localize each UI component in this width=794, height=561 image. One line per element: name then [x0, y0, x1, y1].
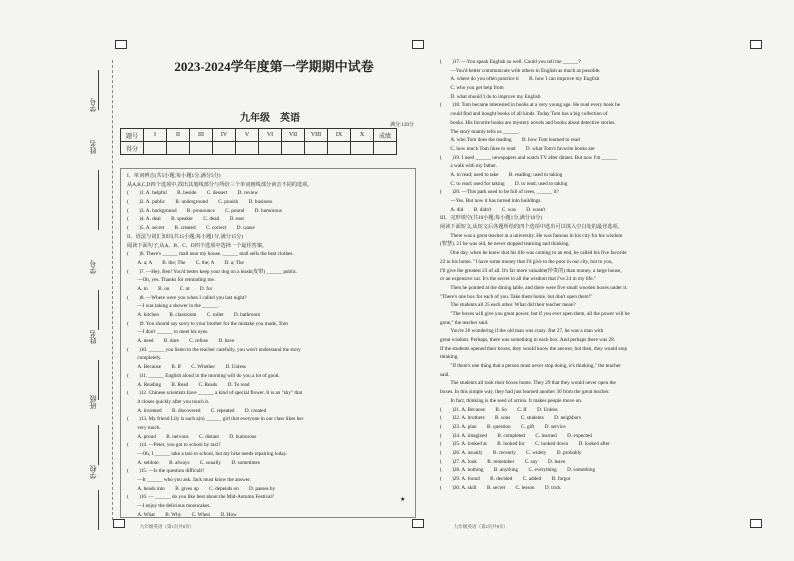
binding-margin [0, 60, 112, 530]
text-line: ( )7. —Hey, Ben! You'd better keep your dog on a leash(皮带) ______ public. [127, 268, 298, 275]
text-line: ( )28. A. nothing B. anything C. everything D. something [440, 467, 596, 474]
text-line: —Oh, yes. Thanks for reminding me. [127, 277, 216, 284]
text-line: great wisdom. Perhaps, there was something in each box. And perhaps there was 28. [440, 337, 616, 343]
text-line: thinking. [440, 354, 459, 361]
text-line: books. His favorite books are mystery novels and books about detective stories. [440, 119, 616, 126]
text-line: 阅读下面短文,从短文后各题所给的四个选项中选出可以填入空白处的最佳选项。 [440, 224, 623, 231]
text-line: completely. [127, 355, 162, 362]
score-cell: III [190, 129, 213, 142]
text-line: A. where do you often practice it B. how I can improve my English [440, 76, 600, 83]
star-mark: ★ [400, 497, 406, 503]
registration-mark [113, 519, 125, 528]
score-cell: IX [328, 129, 351, 142]
text-line: ( )2. A. public B. underground C. punish D. business [127, 199, 273, 206]
name-line[interactable] [98, 170, 99, 230]
score-cell[interactable] [167, 142, 190, 155]
name-line[interactable] [98, 290, 99, 330]
page-footer: 九年级英语（第1页共8页） [140, 524, 194, 529]
text-line: ( )30. A. skill B. secret C. lesson D. trick [440, 484, 561, 491]
text-line: could find and bought books of all kinds. Today Tom has a big collection of [440, 111, 608, 118]
full-mark: 满分:120分 [390, 123, 414, 128]
text-line: "The boxes will give you great power, but if you ever open them, all the power will be [440, 310, 630, 317]
binding-label: 学校 [89, 465, 97, 479]
text-line: 22 to his home. "I have some money that I'd give to the poor in our city, but to you, [440, 258, 613, 265]
text-line: it closes quickly after you touch it. [127, 398, 210, 405]
text-line: ( )4. A. deal B. speaker C. dead D. east [127, 216, 244, 223]
text-line: C. how much Tom likes to read D. what Tom's favorite books are [440, 145, 595, 152]
text-line: The students all took their boxes home. They 29 that they would never open the [440, 380, 616, 387]
text-line: ( )16. — ______ do you like best about the Mid-Autumn Festival? [127, 494, 275, 501]
text-line: boxes. In this simple way, they had just learned another 30 from the great teacher. [440, 389, 610, 396]
binding-label: 班级 [89, 395, 97, 409]
text-line: (智慧). 21 he was old, he never stopped learning and thinking. [440, 241, 570, 248]
question-lines [127, 172, 313, 520]
score-cell: I [144, 129, 167, 142]
text-line: A. Because B. If C. Whether D. Unless [127, 364, 246, 371]
text-line: A. to read; used to take B. reading; used to taking [440, 171, 563, 178]
text-line: 阅读下面句子,从A、B、C、D四个选项中选择一个最佳答案。 [127, 242, 268, 249]
text-line: ( )18. Tom became interested in books at a very young age. He read every book he [440, 102, 621, 109]
text-line: A. invented B. discovered C. repeated D. created [127, 407, 267, 414]
text-line: C. to read; used for taking D. to read; used to taking [440, 180, 568, 187]
text-line: A. Reading B. Read C. Reads D. To read [127, 381, 250, 388]
text-line: ( )29. A. found B. decided C. added D. forgot [440, 476, 571, 482]
text-line: ( )26. A. usually B. recently C. widely D. probably [440, 449, 582, 456]
text-line: A. heads into B. gives up C. depends on D. passes by [127, 485, 276, 492]
question-box [120, 168, 416, 518]
text-line: D. what should I do to improve my English [440, 93, 541, 100]
score-cell: 得分 [121, 142, 144, 155]
registration-mark [750, 40, 762, 49]
score-cell: VII [282, 129, 305, 142]
text-line: ( )14. —Peter, you got to school by taxi? [127, 442, 221, 449]
text-line: ( )20. —This park used to be full of trees, ______ it? [440, 189, 559, 196]
text-line: —It ______ who you ask. Jack must know the answer. [127, 477, 251, 484]
score-cell[interactable] [236, 142, 259, 155]
score-cell[interactable] [259, 142, 282, 155]
text-line: ( )22. A. brothers B. sons C. students D. neighbors [440, 415, 581, 422]
score-cell[interactable] [328, 142, 351, 155]
text-line: a walk with my father. [440, 163, 497, 170]
text-line: In fact, thinking is the seed of action. It makes people move on. [440, 397, 583, 404]
text-line: gone," the teacher said. [440, 319, 489, 326]
text-line: ( )6. There's ______ mall near my house. ______ mall sells the best clothes. [127, 251, 294, 258]
text-line: ( )25. A. looked at B. looked for C. looked down D. looked after [440, 441, 610, 448]
name-line[interactable] [98, 425, 99, 465]
text-line: or an expensive car. It's the secret to all the wisdom that I've 24 in my life." [440, 276, 597, 283]
score-cell[interactable] [351, 142, 374, 155]
name-line[interactable] [98, 70, 99, 110]
text-line: A. did B. didn't C. was D. wasn't [440, 206, 546, 213]
text-line: One day, when he knew that his life was coming to an end, he called his five favorite [440, 250, 627, 257]
text-line: You're 26 wondering if the old man was crazy. But 27, he was a man with [440, 328, 604, 335]
text-line: If the students opened their boxes, they would know the answer, but then, they would stop [440, 345, 628, 352]
score-cell[interactable] [213, 142, 236, 155]
text-line: 从A,B,C,D四个选项中,找出其划线部分与所给三个单词画线部分读音不同的选项。 [127, 181, 313, 188]
text-line: ( )21. A. Because B. So C. If D. Unless [440, 406, 558, 413]
text-line: Then he pointed at the dining table, and there were five small wooden boxes under it. [440, 284, 628, 291]
text-line: ( )27. A. look B. remember C. say D. leave [440, 458, 566, 465]
binding-label: 学号 [89, 260, 97, 274]
text-line: —I enjoy the delicious mooncakes. [127, 503, 211, 510]
text-line: ( )23. A. plan B. question C. gift D. service [440, 423, 566, 430]
text-line: ( )1. A. helpful B. beside C. dessert D. review [127, 190, 259, 197]
score-cell[interactable] [305, 142, 328, 155]
text-line: II、语法与词汇知识(共15小题;每小题1分,满分15分) [127, 233, 243, 240]
text-line: A. need B. dare C. refuse D. have [127, 338, 235, 345]
exam-subtitle: 九年级 英语 [240, 113, 300, 124]
score-table [120, 128, 397, 155]
text-line: "If there's one thing that a person must never stop doing, it's thinking," the teacher [440, 363, 621, 370]
text-line: The students all 25 each other. What did their teacher mean? [440, 302, 576, 309]
text-line: ( )5. A. secret B. created C. correct D. cause [127, 225, 255, 232]
text-line: ( )15. —Is the question difficult? [127, 468, 205, 475]
score-cell: II [167, 129, 190, 142]
text-line: I'll give the greatest 23 of all. It's far more valuable(珍贵的) than money, a large house, [440, 267, 622, 274]
text-line: A. who Tom does the reading B. how Tom learned to read [440, 137, 580, 144]
text-line: There was a great teacher at a university. He was famous in his city for his wisdom [440, 232, 623, 239]
score-cell: 题号 [121, 129, 144, 142]
text-line: A. proud B. nervous C. distant D. humorous [127, 433, 257, 440]
text-line: A. kitchen B. classroom C. toilet D. bathroom [127, 312, 261, 318]
exam-title: 2023-2024学年度第一学期期中试卷 [174, 59, 374, 74]
registration-mark [750, 519, 762, 528]
text-line: ( )12. Chinese scientists have ______ a kind of special flower. It is an "shy" that [127, 390, 303, 397]
text-line: A. a; A B. the; The C. the; A D. a; The [127, 259, 244, 266]
question-lines [440, 58, 630, 492]
binding-label: 姓名 [89, 140, 97, 154]
score-cell[interactable] [374, 142, 397, 155]
name-line[interactable] [98, 490, 99, 530]
text-line: The story mainly tells us ______. [440, 128, 520, 135]
score-cell[interactable] [282, 142, 305, 155]
score-cell: V [236, 129, 259, 142]
binding-label: 学号 [89, 98, 97, 112]
text-line: —I don't ______ to meet his eyes. [127, 329, 209, 336]
score-cell: IV [213, 129, 236, 142]
cut-line [112, 60, 113, 520]
text-line: I、单词辨音(共5小题;每小题1分,满分5分) [127, 173, 221, 179]
name-line[interactable] [98, 360, 99, 400]
text-line: A. in B. on C. at D. for [127, 285, 213, 292]
text-line: ( )8. —Where were you when I called you last night? [127, 294, 247, 301]
score-cell: VIII [305, 129, 328, 142]
text-line: C. who you get help from [440, 85, 504, 92]
text-line: ( )24. A. imagined B. completed C. learned D. expected [440, 432, 592, 439]
score-cell[interactable] [190, 142, 213, 155]
score-cell: 成绩 [374, 129, 397, 142]
text-line: ( )9. You should say sorry to your brother for the mistake you made, Tom [127, 320, 288, 327]
page-footer: 九年级英语（第2页共8页） [454, 524, 508, 529]
registration-mark [115, 40, 127, 49]
text-line: A. seldom B. always C. usually D. sometimes [127, 459, 260, 466]
registration-mark [412, 40, 424, 49]
text-line: —I was taking a shower in the ______. [127, 303, 219, 310]
text-line: A. What B. Why C. When D. How [127, 511, 237, 518]
binding-label: 姓名 [89, 330, 97, 344]
text-line: ( )3. A. background B. pronounce C. pound D. humorous [127, 207, 282, 214]
text-line: ( )19. I used ______ newspapers and watch TV after dinner. But now I'm ______ [440, 154, 618, 161]
score-cell: VI [259, 129, 282, 142]
score-cell[interactable] [144, 142, 167, 155]
text-line: ( )11. ______ English aloud in the morning will do you a lot of good. [127, 372, 280, 379]
text-line: —Oh, I ______ take a taxi to school, but my bike needs repairing today. [127, 451, 288, 457]
text-line: very much. [127, 424, 161, 431]
score-cell: X [351, 129, 374, 142]
text-line: ( )10. ______ you listen to the teacher carefully, you won't understand the story [127, 346, 301, 353]
text-line: —Yes. But now it has turned into buildings. [440, 198, 542, 204]
text-line: ( )17. —You speak English so well. Could you tell me ______? [440, 59, 581, 65]
text-line: said. [440, 371, 450, 378]
text-line: —You'd better communicate with others in English as much as possible. [440, 67, 601, 74]
text-line: "There's one box for each of you. Take them home, but don't open them!" [440, 293, 593, 300]
text-line: ( )13. My friend Lily is such a(n) ______ girl that everyone in our class likes her [127, 416, 304, 423]
registration-mark [412, 519, 424, 528]
text-line: III、完形填空(共10小题;每小题1分,满分10分) [440, 215, 543, 222]
